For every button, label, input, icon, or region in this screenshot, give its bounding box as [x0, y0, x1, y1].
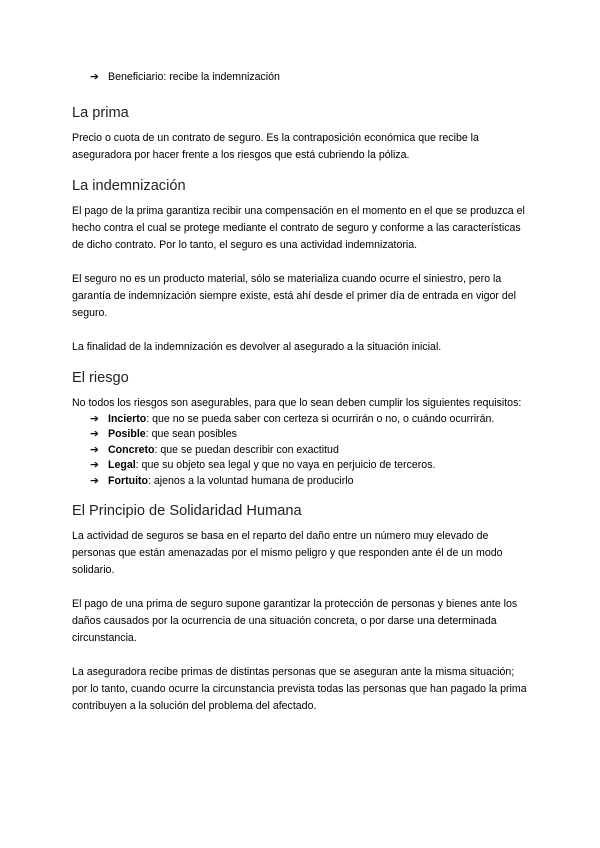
arrow-icon: ➔ — [90, 443, 99, 456]
paragraph-solidaridad-1: La actividad de seguros se basa en el reparto del daño entre un número muy elevado de personas que están amenazadas por el mismo peligro y que responden ante él de un modo solidario. — [72, 530, 503, 576]
arrow-icon: ➔ — [90, 474, 99, 487]
paragraph-indemnizacion-3: La finalidad de la indemnización es devolver al asegurado a la situación inicial. — [72, 340, 442, 353]
heading-principio-solidaridad: El Principio de Solidaridad Humana — [72, 503, 302, 519]
list-item-fortuito — [90, 474, 532, 490]
heading-la-prima: La prima — [72, 104, 129, 121]
list-item-beneficiario — [90, 70, 532, 86]
term-description: : que se puedan describir con exactitud — [154, 443, 339, 456]
list-item-posible — [90, 427, 532, 443]
term-description: : que sean posibles — [145, 428, 237, 440]
requirements-list — [72, 412, 532, 490]
heading-la-indemnizacion: La indemnización — [72, 177, 186, 194]
term: Incierto — [108, 412, 147, 425]
term: Posible — [108, 428, 146, 440]
term: Concreto — [108, 443, 155, 456]
term-description: : que no se pueda saber con certeza si ocurrirán o no, o cuándo ocurrirán. — [146, 412, 495, 425]
list-item-concreto — [90, 443, 532, 459]
paragraph-indemnizacion-2: El seguro no es un producto material, sólo se materializa cuando ocurre el siniestro, pero la garantía de indemnización siempre existe, está ahí desde el primer día de entrada en vigor del seguro. — [72, 272, 517, 319]
arrow-icon: ➔ — [90, 459, 99, 471]
heading-el-riesgo: El riesgo — [72, 369, 129, 386]
term: Legal — [108, 459, 136, 471]
paragraph-prima-1: Precio o cuota de un contrato de seguro. Es la contraposición económica que recibe la aseguradora por hacer frente a los riesgos que está cubriendo la póliza. — [72, 131, 479, 161]
list-item-text: Beneficiario: recibe la indemnización — [108, 71, 280, 83]
arrow-icon: ➔ — [90, 412, 99, 425]
list-item-incierto — [90, 412, 532, 428]
term: Fortuito — [108, 474, 149, 487]
list-item-legal — [90, 458, 532, 474]
paragraph-indemnizacion-1: El pago de la prima garantiza recibir una compensación en el momento en el que se produzca el hecho contra el cual se protege mediante el contrato de seguro y conforme a las características de dicho contrato. Por lo tanto, el seguro es una actividad indemnizatoria. — [72, 204, 525, 251]
paragraph-solidaridad-2: El pago de una prima de seguro supone garantizar la protección de personas y bienes ante los daños causados por la ocurrencia de una situación concreta, o por darse una determinada circunstancia. — [72, 598, 518, 644]
document-body — [72, 70, 532, 715]
arrow-icon: ➔ — [90, 428, 99, 440]
term-description: : ajenos a la voluntad humana de producirlo — [148, 474, 354, 487]
arrow-icon: ➔ — [90, 71, 99, 83]
term-description: : que su objeto sea legal y que no vaya en perjuicio de terceros. — [135, 459, 436, 471]
paragraph-solidaridad-3: La aseguradora recibe primas de distintas personas que se aseguran ante la misma situación; por lo tanto, cuando ocurre la circunstancia prevista todas las personas que han pagado la prima contribuyen a la solución del problema del afectado. — [72, 666, 527, 712]
paragraph-riesgo-intro: No todos los riesgos son asegurables, para que lo sean deben cumplir los siguientes requisitos: — [72, 396, 522, 409]
